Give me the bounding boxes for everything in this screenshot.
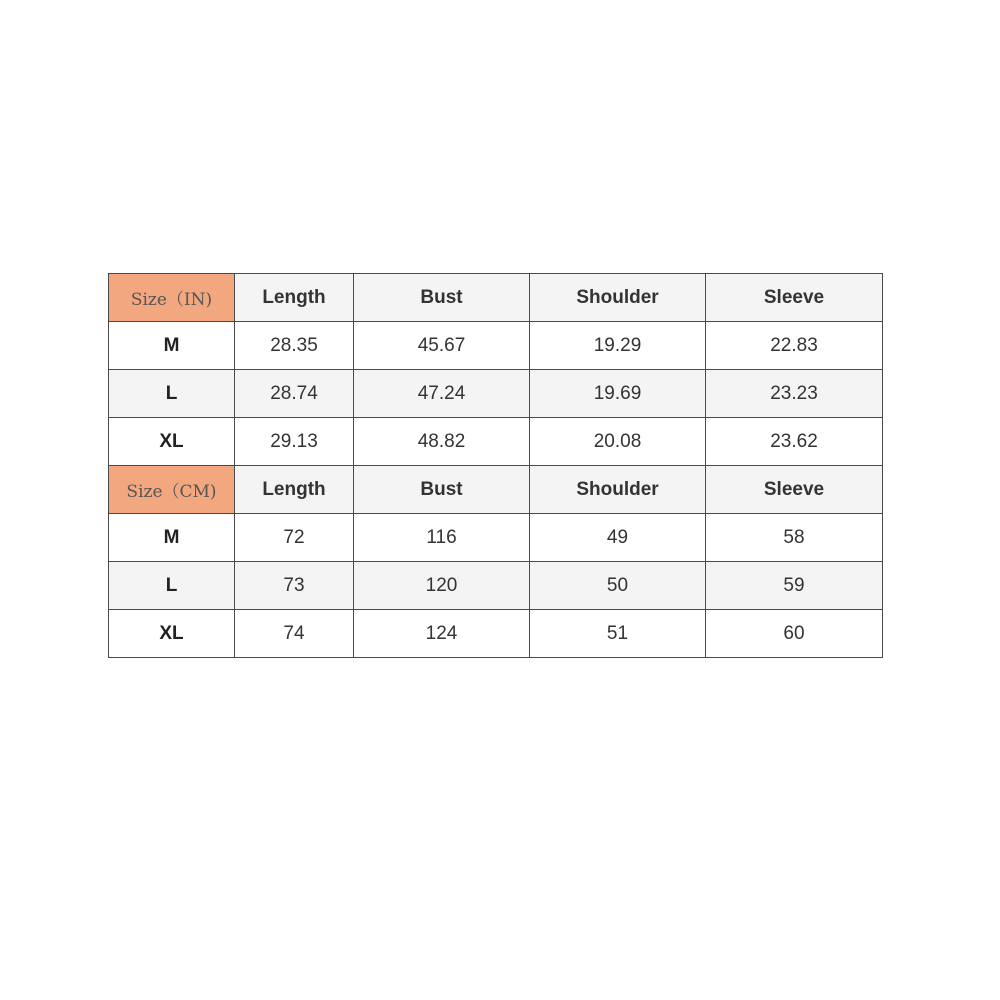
column-header-bust: Bust [354, 466, 530, 514]
shoulder-value: 50 [530, 562, 706, 610]
bust-value: 45.67 [354, 322, 530, 370]
table-row [109, 322, 883, 370]
column-header-shoulder: Shoulder [530, 466, 706, 514]
length-value: 29.13 [235, 418, 354, 466]
column-header-shoulder: Shoulder [530, 274, 706, 322]
shoulder-value: 19.29 [530, 322, 706, 370]
bust-value: 120 [354, 562, 530, 610]
sleeve-value: 58 [706, 514, 883, 562]
column-header-sleeve: Sleeve [706, 274, 883, 322]
length-value: 72 [235, 514, 354, 562]
column-header-length: Length [235, 274, 354, 322]
sleeve-value: 23.62 [706, 418, 883, 466]
length-value: 28.74 [235, 370, 354, 418]
table-row [109, 562, 883, 610]
size-chart-table [108, 273, 883, 658]
size-label: M [109, 514, 235, 562]
sleeve-value: 23.23 [706, 370, 883, 418]
sleeve-value: 60 [706, 610, 883, 658]
shoulder-value: 20.08 [530, 418, 706, 466]
header-row-inches [109, 274, 883, 322]
unit-header-centimeters: Size（CM) [109, 466, 235, 514]
shoulder-value: 19.69 [530, 370, 706, 418]
length-value: 73 [235, 562, 354, 610]
table-row [109, 514, 883, 562]
length-value: 74 [235, 610, 354, 658]
table-row [109, 370, 883, 418]
table-row [109, 610, 883, 658]
bust-value: 47.24 [354, 370, 530, 418]
bust-value: 48.82 [354, 418, 530, 466]
bust-value: 116 [354, 514, 530, 562]
shoulder-value: 51 [530, 610, 706, 658]
size-label: L [109, 562, 235, 610]
header-row-centimeters [109, 466, 883, 514]
bust-value: 124 [354, 610, 530, 658]
sleeve-value: 22.83 [706, 322, 883, 370]
size-label: XL [109, 610, 235, 658]
shoulder-value: 49 [530, 514, 706, 562]
column-header-bust: Bust [354, 274, 530, 322]
length-value: 28.35 [235, 322, 354, 370]
size-label: XL [109, 418, 235, 466]
table-row [109, 418, 883, 466]
column-header-length: Length [235, 466, 354, 514]
unit-header-inches: Size（IN) [109, 274, 235, 322]
sleeve-value: 59 [706, 562, 883, 610]
size-label: M [109, 322, 235, 370]
size-label: L [109, 370, 235, 418]
column-header-sleeve: Sleeve [706, 466, 883, 514]
